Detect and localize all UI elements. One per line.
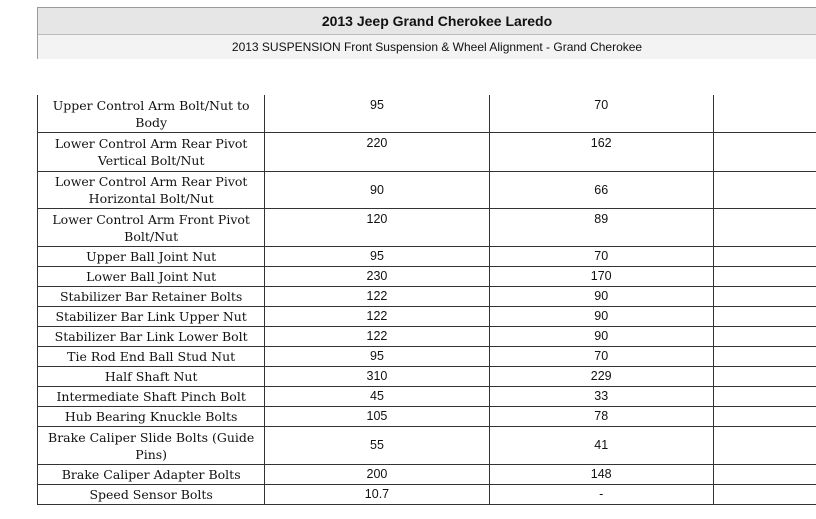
row-description: Stabilizer Bar Link Lower Bolt: [38, 327, 265, 347]
table-row: [38, 267, 816, 287]
document-title: 2013 Jeep Grand Cherokee Laredo: [38, 8, 816, 34]
row-cell-empty: [713, 427, 816, 465]
row-value-1: 200: [265, 465, 489, 485]
document-header: [37, 7, 816, 59]
row-description: Brake Caliper Adapter Bolts: [38, 465, 265, 485]
row-value-1: 95: [265, 95, 489, 133]
table-row: [38, 247, 816, 267]
row-value-2: 229: [489, 367, 713, 387]
table-row: [38, 485, 816, 505]
table-row: [38, 172, 816, 209]
row-value-2: 70: [489, 347, 713, 367]
row-value-2: 90: [489, 327, 713, 347]
row-value-2: 90: [489, 307, 713, 327]
row-description: Tie Rod End Ball Stud Nut: [38, 347, 265, 367]
row-cell-empty: [713, 172, 816, 209]
row-description: Lower Control Arm Rear Pivot Horizontal Bolt/Nut: [38, 172, 265, 209]
table-row: [38, 133, 816, 172]
row-value-1: 95: [265, 247, 489, 267]
row-cell-empty: [713, 247, 816, 267]
row-value-1: 122: [265, 327, 489, 347]
row-value-2: 89: [489, 209, 713, 247]
row-value-1: 55: [265, 427, 489, 465]
row-cell-empty: [713, 133, 816, 172]
table-row: [38, 407, 816, 427]
row-cell-empty: [713, 465, 816, 485]
torque-spec-table: [37, 95, 816, 505]
row-value-1: 90: [265, 172, 489, 209]
row-cell-empty: [713, 327, 816, 347]
row-description: Stabilizer Bar Retainer Bolts: [38, 287, 265, 307]
table-row: [38, 327, 816, 347]
row-description: Lower Control Arm Front Pivot Bolt/Nut: [38, 209, 265, 247]
row-value-2: 170: [489, 267, 713, 287]
row-description: Half Shaft Nut: [38, 367, 265, 387]
row-value-1: 95: [265, 347, 489, 367]
row-cell-empty: [713, 485, 816, 505]
row-description: Intermediate Shaft Pinch Bolt: [38, 387, 265, 407]
row-value-2: 66: [489, 172, 713, 209]
row-value-1: 220: [265, 133, 489, 172]
document-subtitle: 2013 SUSPENSION Front Suspension & Wheel Alignment - Grand Cherokee: [38, 34, 816, 59]
table-row: [38, 307, 816, 327]
row-value-1: 122: [265, 287, 489, 307]
row-value-2: 162: [489, 133, 713, 172]
row-value-2: -: [489, 485, 713, 505]
row-description: Upper Ball Joint Nut: [38, 247, 265, 267]
row-cell-empty: [713, 347, 816, 367]
row-value-1: 45: [265, 387, 489, 407]
row-description: Stabilizer Bar Link Upper Nut: [38, 307, 265, 327]
row-value-2: 148: [489, 465, 713, 485]
row-description: Lower Control Arm Rear Pivot Vertical Bolt/Nut: [38, 133, 265, 172]
row-description: Speed Sensor Bolts: [38, 485, 265, 505]
table-row: [38, 287, 816, 307]
table-row: [38, 427, 816, 465]
table-row: [38, 387, 816, 407]
row-cell-empty: [713, 387, 816, 407]
row-value-2: 90: [489, 287, 713, 307]
row-description: Brake Caliper Slide Bolts (Guide Pins): [38, 427, 265, 465]
table-row: [38, 367, 816, 387]
row-cell-empty: [713, 287, 816, 307]
row-description: Hub Bearing Knuckle Bolts: [38, 407, 265, 427]
row-value-1: 105: [265, 407, 489, 427]
row-description: Upper Control Arm Bolt/Nut to Body: [38, 95, 265, 133]
row-cell-empty: [713, 209, 816, 247]
row-value-1: 10.7: [265, 485, 489, 505]
row-cell-empty: [713, 407, 816, 427]
row-value-2: 70: [489, 247, 713, 267]
row-value-2: 70: [489, 95, 713, 133]
table-row: [38, 209, 816, 247]
row-cell-empty: [713, 307, 816, 327]
table-row: [38, 465, 816, 485]
row-cell-empty: [713, 367, 816, 387]
table-row: [38, 95, 816, 133]
row-value-2: 78: [489, 407, 713, 427]
row-value-2: 33: [489, 387, 713, 407]
row-value-2: 41: [489, 427, 713, 465]
table-row: [38, 347, 816, 367]
row-value-1: 122: [265, 307, 489, 327]
row-description: Lower Ball Joint Nut: [38, 267, 265, 287]
row-cell-empty: [713, 267, 816, 287]
row-cell-empty: [713, 95, 816, 133]
row-value-1: 120: [265, 209, 489, 247]
row-value-1: 310: [265, 367, 489, 387]
row-value-1: 230: [265, 267, 489, 287]
